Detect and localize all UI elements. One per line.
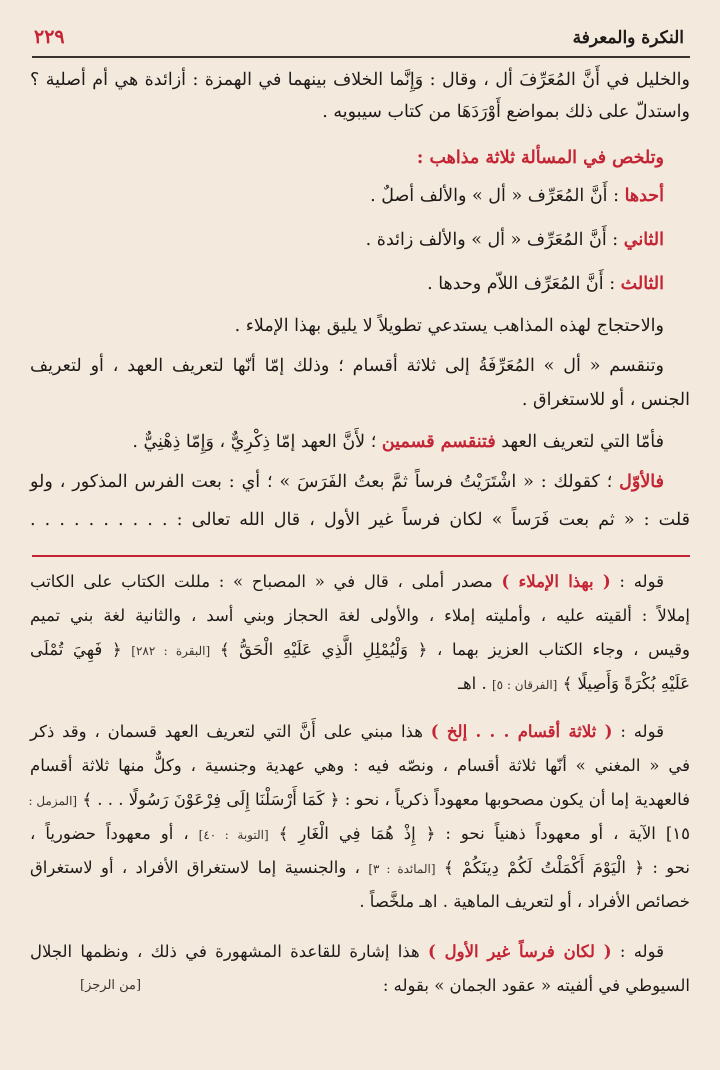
main-line-1: والخليل في أَنَّ المُعَرِّفَ أل ، وقال : وَإِنَّما الخلاف بينهما في الهمزة : أزائدة هي أم أصلية ؟ — [30, 70, 690, 90]
section-heading: وتلخص في المسألة ثلاثة مذاهب : — [416, 148, 664, 168]
footnote-2-line-4-a: ١٥] الآية ، أو معهوداً ذهنياً نحو : ﴿ إِذْ هُمَا فِي الْغَارِ ﴾ — [268, 824, 691, 843]
doctrine-third-text: : أَنَّ المُعَرِّف اللاّم وحدها . — [427, 274, 621, 294]
footnote-3-lead: قوله : — [611, 942, 664, 961]
meter-label: [من الرجز] — [80, 978, 142, 993]
footnote-2-line-3-a: فالعهدية إما أن يكون مصحوبها معهوداً ذكرياً ، نحو : ﴿ كَمَا أَرْسَلْنَا إِلَى فِرْعَوْنَ رَسُولًا . . . ﴾ — [77, 790, 690, 809]
doctrine-first-label: أحدها — [624, 186, 664, 206]
footnote-2-line-5 — [30, 852, 690, 884]
footnote-2-line-6: خصائص الأفراد ، أو لتعريف الماهية . اهـ ملخَّصاً . — [359, 892, 690, 911]
quran-ref-baqara: [البقرة : ٢٨٢] — [131, 644, 211, 658]
footnote-3-line-2-text: السيوطي في ألفيته « عقود الجمان » بقوله : — [382, 976, 690, 995]
footnote-1-line-4-a: عَلَيْهِ بُكْرَةً وَأَصِيلًا ﴾ — [557, 674, 690, 693]
page-header — [32, 26, 690, 58]
main-line-12: قلت : « ثم بعت فَرَساً » لكان فرساً غير الأول ، قال الله تعالى : . . . . . . . . . . — [30, 510, 690, 530]
footnote-1-text: مصدر أملى ، قال في « المصباح » : مللت الكتاب على الكاتب — [30, 572, 502, 591]
footnote-1-lead: قوله : — [610, 572, 664, 591]
footnote-2-line-5-a: نحو : ﴿ الْيَوْمَ أَكْمَلْتُ لَكُمْ دِينَكُمْ ﴾ — [435, 858, 690, 877]
footnote-1-lemma: ( بهذا الإملاء ) — [501, 572, 611, 591]
footnote-2-line-2: في « المغني » أنّها ثلاثة أقسام ، ونصّه فيه : وهي عهدية وجنسية ، وكلٌّ منها ثلاثة أقسام — [30, 756, 690, 775]
main-line-11 — [30, 466, 690, 498]
main-line-10 — [30, 426, 690, 458]
footnote-1-line-4-b: . اهـ — [458, 674, 492, 693]
footnote-1-line-3-b: ﴿ فَهِيَ تُمْلَى — [30, 640, 132, 659]
doctrine-third-label: الثالث — [620, 274, 664, 294]
doctrine-third — [30, 268, 690, 300]
first-type-label: فالأوّل — [619, 472, 664, 492]
footnote-3-line-1 — [30, 936, 690, 968]
footnote-divider — [32, 555, 690, 557]
footnote-2-line-1 — [30, 716, 690, 748]
doctrine-first-text: : أَنَّ المُعَرِّف « أل » والألف أصلٌ . — [370, 186, 625, 206]
footnote-1-line-3 — [30, 634, 690, 666]
footnote-3-line-2 — [30, 970, 690, 1002]
footnote-2-line-5-b: ، والجنسية إما لاستغراق الأفراد ، أو لاستغراق — [30, 858, 369, 877]
quran-ref-furqan: [الفرقان : ٥] — [491, 678, 558, 692]
footnote-1-line-3-a: وقيس ، وجاء الكتاب العزيز بهما ، ﴿ وَلْيُمْلِلِ الَّذِي عَلَيْهِ الْحَقُّ ﴾ — [210, 640, 690, 659]
main-line-10-a: فأمّا التي لتعريف العهد — [495, 432, 664, 452]
first-type-text: ؛ كقولك : « اشْتَرَيْتُ فرساً ثمَّ بعتُ الفَرَسَ » ؛ أي : بعت الفرس المذكور ، ولو — [30, 472, 620, 492]
footnote-2-text: هذا مبني على أَنَّ التي لتعريف العهد قسمان ، وقد ذكر — [30, 722, 431, 741]
main-line-8: وتنقسم « أل » المُعَرِّفَةُ إلى ثلاثة أقسام ؛ وذلك إمّا أنّها لتعريف العهد ، أو لتعريف — [30, 356, 664, 376]
main-line-9: الجنس ، أو للاستغراق . — [521, 390, 690, 410]
quran-ref-muzzammil: [المزمل : — [28, 794, 78, 808]
footnote-2-line-4-b: ، أو معهوداً حضورياً ، — [30, 824, 199, 843]
footnote-3-lemma: ( لكان فرساً غير الأول ) — [428, 942, 612, 961]
main-line-7: والاحتجاج لهذه المذاهب يستدعي تطويلاً لا يليق بهذا الإملاء . — [234, 316, 664, 336]
doctrine-first — [30, 180, 690, 212]
page-number: ٢٢٩ — [34, 26, 65, 48]
quran-ref-tawba: [التوبة : ٤٠] — [198, 828, 269, 842]
footnote-2-lemma: ( ثلاثة أقسام . . . إلخ ) — [430, 722, 613, 741]
main-line-10-b: ؛ لأَنَّ العهد إمّا ذِكْرِيٌّ ، وَإِمّا ذِهْنِيٌّ . — [132, 432, 382, 452]
footnote-2-line-3 — [30, 784, 690, 816]
main-line-2: واستدلّ على ذلك بمواضع أَوْرَدَهَا من كتاب سيبويه . — [322, 102, 690, 122]
quran-ref-maida: [المائدة : ٣] — [368, 862, 436, 876]
doctrine-second-text: : أَنَّ المُعَرِّف « أل » والألف زائدة . — [365, 230, 624, 250]
footnote-2-line-4 — [30, 818, 690, 850]
footnote-1-line-1 — [30, 566, 690, 598]
doctrine-second — [30, 224, 690, 256]
main-line-10-red: فتنقسم قسمين — [381, 432, 496, 452]
running-title: النكرة والمعرفة — [572, 28, 684, 48]
footnote-3-text: هذا إشارة للقاعدة المشهورة في ذلك ، ونظمها الجلال — [30, 942, 429, 961]
footnote-2-lead: قوله : — [612, 722, 664, 741]
footnote-1-line-4 — [30, 668, 690, 700]
footnote-1-line-2: إملالاً : ألقيته عليه ، وأمليته إملاء ، والأولى لغة الحجاز وبني أسد ، والثانية لغة بني تميم — [30, 606, 690, 625]
doctrine-second-label: الثاني — [623, 230, 664, 250]
